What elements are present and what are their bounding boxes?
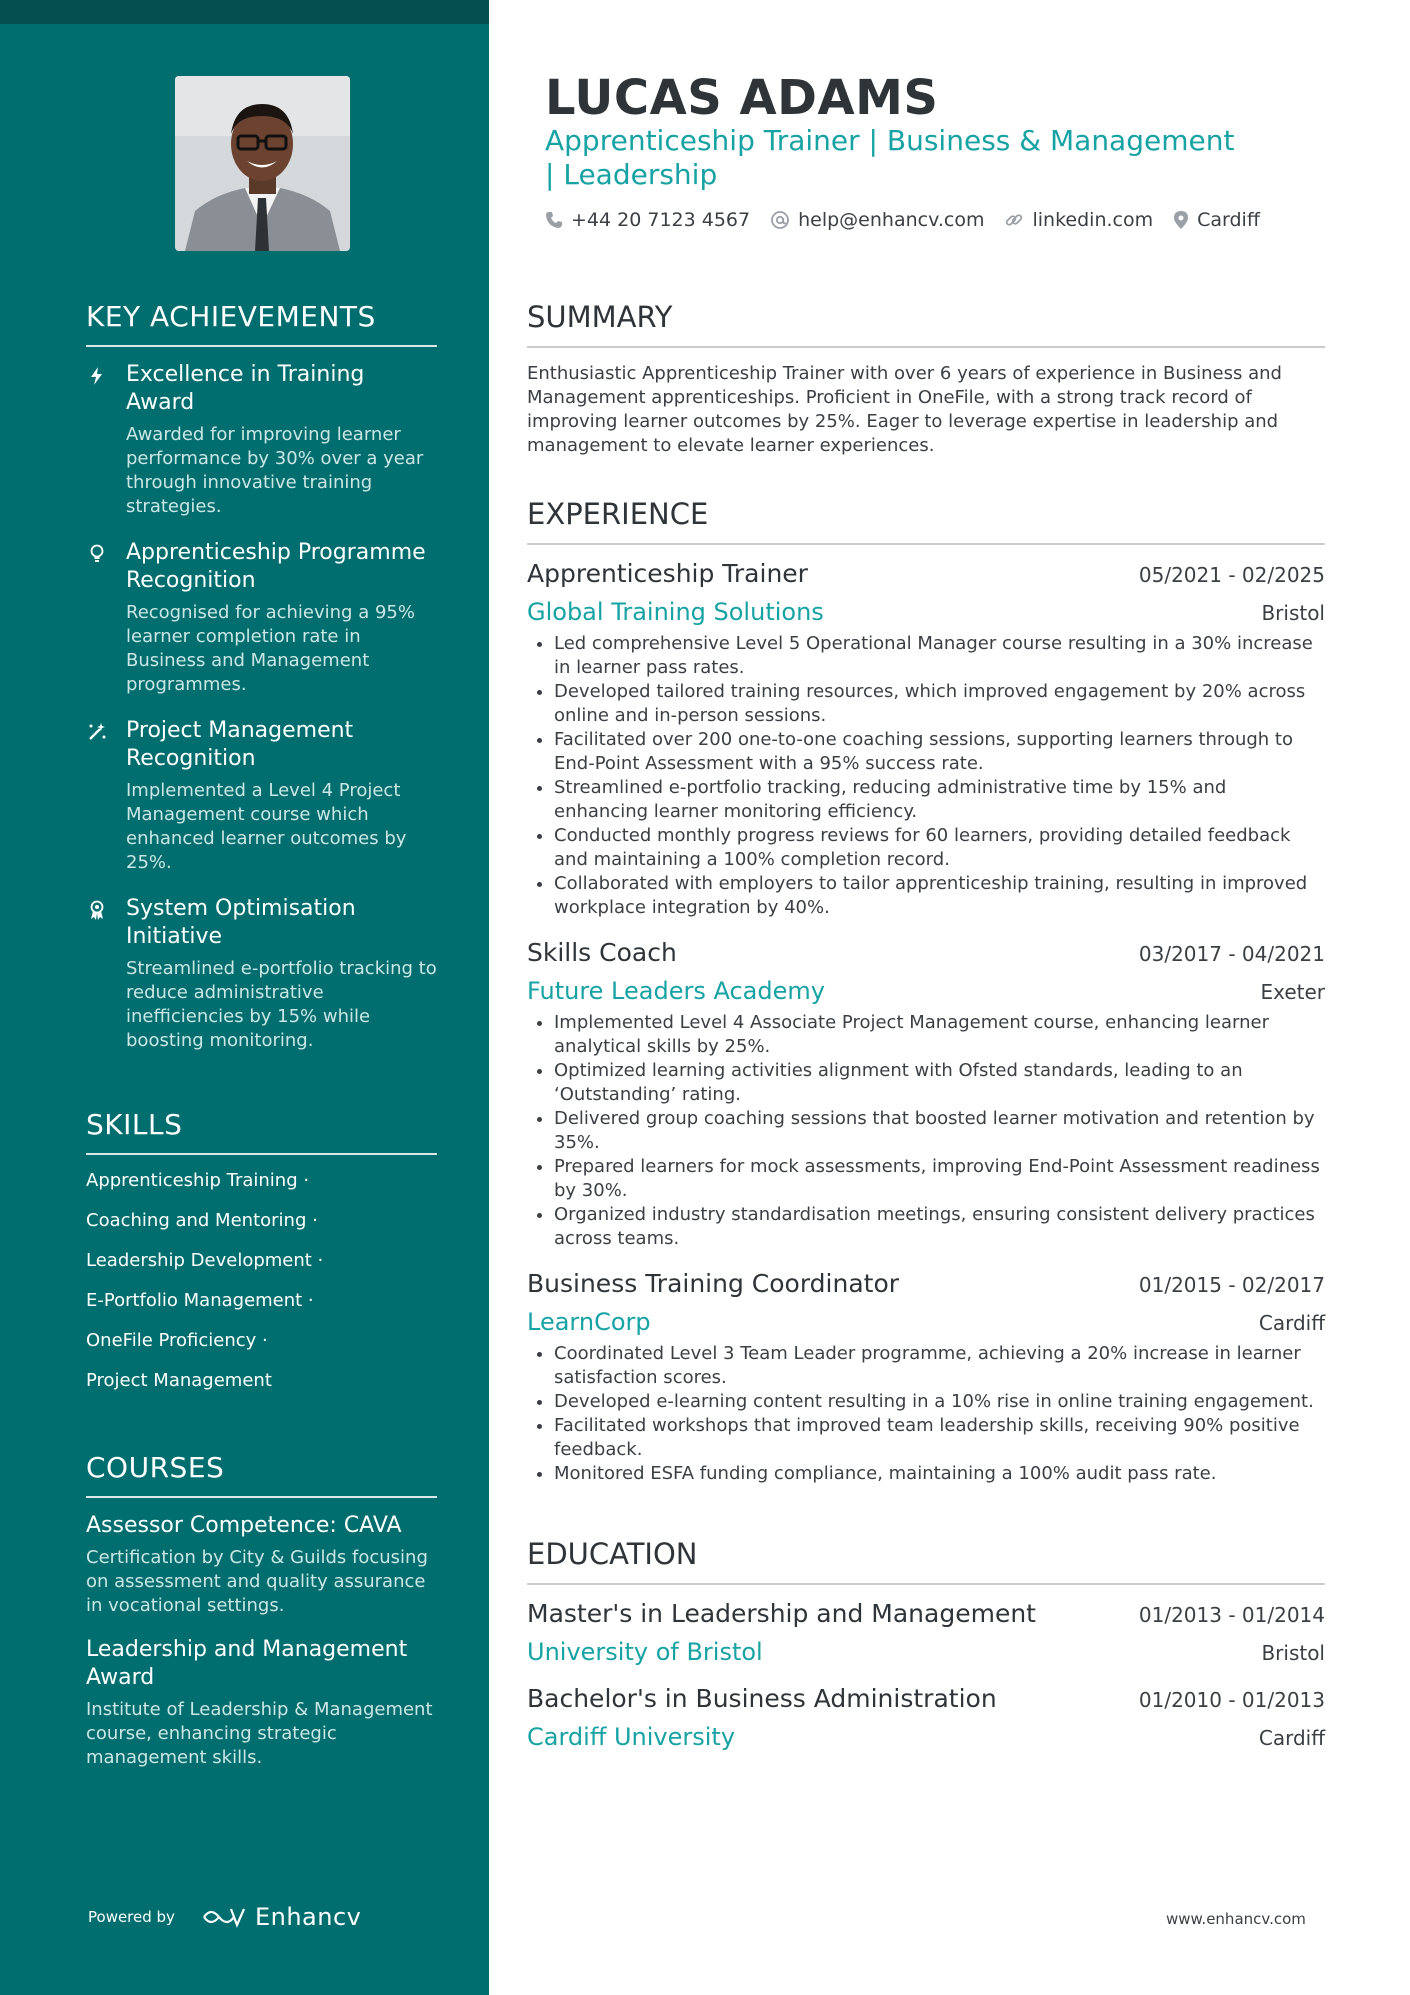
job-dates: 03/2017 - 04/2021 <box>1138 942 1325 966</box>
job-company: Future Leaders Academy <box>527 977 825 1005</box>
job-bullet: • Prepared learners for mock assessments, improving End-Point Assessment readiness by 30%. <box>554 1155 1325 1203</box>
contact-bar <box>545 209 1260 231</box>
job-bullet: • Facilitated over 200 one-to-one coaching sessions, supporting learners through to End-Point Assessment with a 95% success rate. <box>554 728 1325 776</box>
job-entry <box>527 559 1325 920</box>
job-location: Bristol <box>1261 601 1325 625</box>
course-description: Institute of Leadership & Management course, enhancing strategic management skills. <box>86 1699 433 1768</box>
job-bullets <box>527 1011 1325 1251</box>
sidebar-top-band <box>0 0 489 24</box>
job-bullet: • Conducted monthly progress reviews for 60 learners, providing detailed feedback and maintaining a 100% completion record. <box>554 824 1325 872</box>
job-dates: 01/2015 - 02/2017 <box>1138 1273 1325 1297</box>
job-location: Exeter <box>1260 980 1325 1004</box>
location-pin-icon <box>1173 210 1189 230</box>
enhancv-brand[interactable] <box>201 1903 361 1931</box>
profile-photo <box>175 76 350 251</box>
job-dates: 05/2021 - 02/2025 <box>1138 563 1325 587</box>
job-company: Global Training Solutions <box>527 598 824 626</box>
contact-phone[interactable] <box>545 209 750 231</box>
achievement-item <box>86 539 437 697</box>
education-heading: EDUCATION <box>527 1537 1325 1585</box>
experience-heading: EXPERIENCE <box>527 497 1325 545</box>
job-bullets <box>527 632 1325 920</box>
achievement-item <box>86 717 437 875</box>
job-location: Cardiff <box>1258 1311 1325 1335</box>
experience-section <box>527 497 1325 1504</box>
course-description: Certification by City & Guilds focusing on assessment and quality assurance in vocational settings. <box>86 1547 428 1616</box>
job-bullet: • Facilitated workshops that improved team leadership skills, receiving 90% positive feedback. <box>554 1414 1325 1462</box>
achievement-description: Recognised for achieving a 95% learner completion rate in Business and Management programmes. <box>126 602 415 695</box>
contact-email-text: help@enhancv.com <box>798 209 985 231</box>
job-bullet: • Implemented Level 4 Associate Project Management course, enhancing learner analytical skills by 25%. <box>554 1011 1325 1059</box>
education-school: Cardiff University <box>527 1723 736 1751</box>
achievement-description: Awarded for improving learner performance by 30% over a year through innovative training strategies. <box>126 424 424 517</box>
lightbulb-icon <box>86 543 108 565</box>
education-entry <box>527 1684 1325 1751</box>
education-location: Bristol <box>1261 1641 1325 1665</box>
job-company: LearnCorp <box>527 1308 651 1336</box>
education-degree: Bachelor's in Business Administration <box>527 1684 997 1713</box>
skill-item: Project Management <box>86 1370 272 1391</box>
achievement-title: Excellence in Training Award <box>126 362 365 415</box>
achievement-description: Implemented a Level 4 Project Management course which enhanced learner outcomes by 25%. <box>126 780 407 873</box>
job-bullet: • Developed e-learning content resulting in a 10% rise in online training engagement. <box>554 1390 1325 1414</box>
skill-item: Coaching and Mentoring · <box>86 1210 318 1231</box>
courses-heading: COURSES <box>86 1451 437 1498</box>
job-role: Apprenticeship Trainer <box>527 559 808 588</box>
course-title: Assessor Competence: CAVA <box>86 1513 402 1538</box>
skill-item: E-Portfolio Management · <box>86 1290 314 1311</box>
candidate-title: Apprenticeship Trainer | Business & Management | Leadership <box>545 124 1235 191</box>
courses-section <box>86 1451 437 1788</box>
education-entry <box>527 1599 1325 1666</box>
at-icon <box>770 210 790 230</box>
skills-heading: SKILLS <box>86 1108 437 1155</box>
website-link[interactable]: www.enhancv.com <box>1166 1910 1306 1928</box>
brand-name: Enhancv <box>254 1903 362 1931</box>
education-school: University of Bristol <box>527 1638 763 1666</box>
skill-item: Leadership Development · <box>86 1250 324 1271</box>
job-role: Skills Coach <box>527 938 677 967</box>
job-bullet: • Collaborated with employers to tailor apprenticeship training, resulting in improved workplace integration by 40%. <box>554 872 1325 920</box>
job-role: Business Training Coordinator <box>527 1269 900 1298</box>
enhancv-logo-icon <box>201 1905 247 1929</box>
contact-phone-text: +44 20 7123 4567 <box>571 209 751 231</box>
powered-by <box>88 1903 361 1931</box>
magic-wand-icon <box>86 721 108 743</box>
achievement-description: Streamlined e-portfolio tracking to reduce administrative inefficiencies by 15% while boosting monitoring. <box>126 958 437 1051</box>
skills-section <box>86 1108 437 1409</box>
summary-section <box>527 300 1325 458</box>
education-location: Cardiff <box>1258 1726 1325 1750</box>
achievement-item <box>86 361 437 519</box>
job-entry <box>527 938 1325 1251</box>
summary-text: Enthusiastic Apprenticeship Trainer with over 6 years of experience in Business and Management apprenticeships. Proficient in OneFile, with a strong track record of improving learner outcomes by 25%. Eager to leverage expertise in leadership and management to elevate learner experiences. <box>527 363 1282 456</box>
job-bullet: • Optimized learning activities alignment with Ofsted standards, leading to an ‘Outstanding’ rating. <box>554 1059 1325 1107</box>
contact-linkedin-text: linkedin.com <box>1032 209 1154 231</box>
contact-location-text: Cardiff <box>1197 209 1260 231</box>
job-bullet: • Organized industry standardisation meetings, ensuring consistent delivery practices across teams. <box>554 1203 1325 1251</box>
job-bullet: • Led comprehensive Level 5 Operational Manager course resulting in a 30% increase in learner pass rates. <box>554 632 1325 680</box>
course-item <box>86 1636 437 1770</box>
candidate-name: LUCAS ADAMS <box>545 70 939 126</box>
education-dates: 01/2013 - 01/2014 <box>1138 1603 1325 1627</box>
phone-icon <box>545 211 563 229</box>
job-bullet: • Delivered group coaching sessions that boosted learner motivation and retention by 35%. <box>554 1107 1325 1155</box>
powered-by-label: Powered by <box>88 1908 175 1926</box>
skill-item: OneFile Proficiency · <box>86 1330 268 1351</box>
job-bullet: • Coordinated Level 3 Team Leader programme, achieving a 20% increase in learner satisfaction scores. <box>554 1342 1325 1390</box>
achievement-title: Project Management Recognition <box>126 718 354 771</box>
job-bullet: • Monitored ESFA funding compliance, maintaining a 100% audit pass rate. <box>554 1462 1325 1486</box>
contact-linkedin[interactable] <box>1004 209 1153 231</box>
sidebar <box>0 0 489 1995</box>
course-title: Leadership and Management Award <box>86 1637 408 1690</box>
contact-location <box>1173 209 1260 231</box>
education-section <box>527 1537 1325 1769</box>
job-bullets <box>527 1342 1325 1486</box>
achievement-title: Apprenticeship Programme Recognition <box>126 540 426 593</box>
achievements-heading: KEY ACHIEVEMENTS <box>86 300 437 347</box>
education-degree: Master's in Leadership and Management <box>527 1599 1036 1628</box>
achievement-title: System Optimisation Initiative <box>126 896 356 949</box>
summary-heading: SUMMARY <box>527 300 1325 348</box>
course-item <box>86 1512 437 1618</box>
skill-item: Apprenticeship Training · <box>86 1170 310 1191</box>
award-ribbon-icon <box>86 899 108 921</box>
job-bullet: • Streamlined e-portfolio tracking, reducing administrative time by 15% and enhancing learner monitoring efficiency. <box>554 776 1325 824</box>
job-bullet: • Developed tailored training resources, which improved engagement by 20% across online and in-person sessions. <box>554 680 1325 728</box>
achievement-item <box>86 895 437 1053</box>
link-icon <box>1004 210 1024 230</box>
education-dates: 01/2010 - 01/2013 <box>1138 1688 1325 1712</box>
lightning-icon <box>86 365 108 387</box>
achievements-section <box>86 300 437 1073</box>
job-entry <box>527 1269 1325 1486</box>
contact-email[interactable] <box>770 209 984 231</box>
